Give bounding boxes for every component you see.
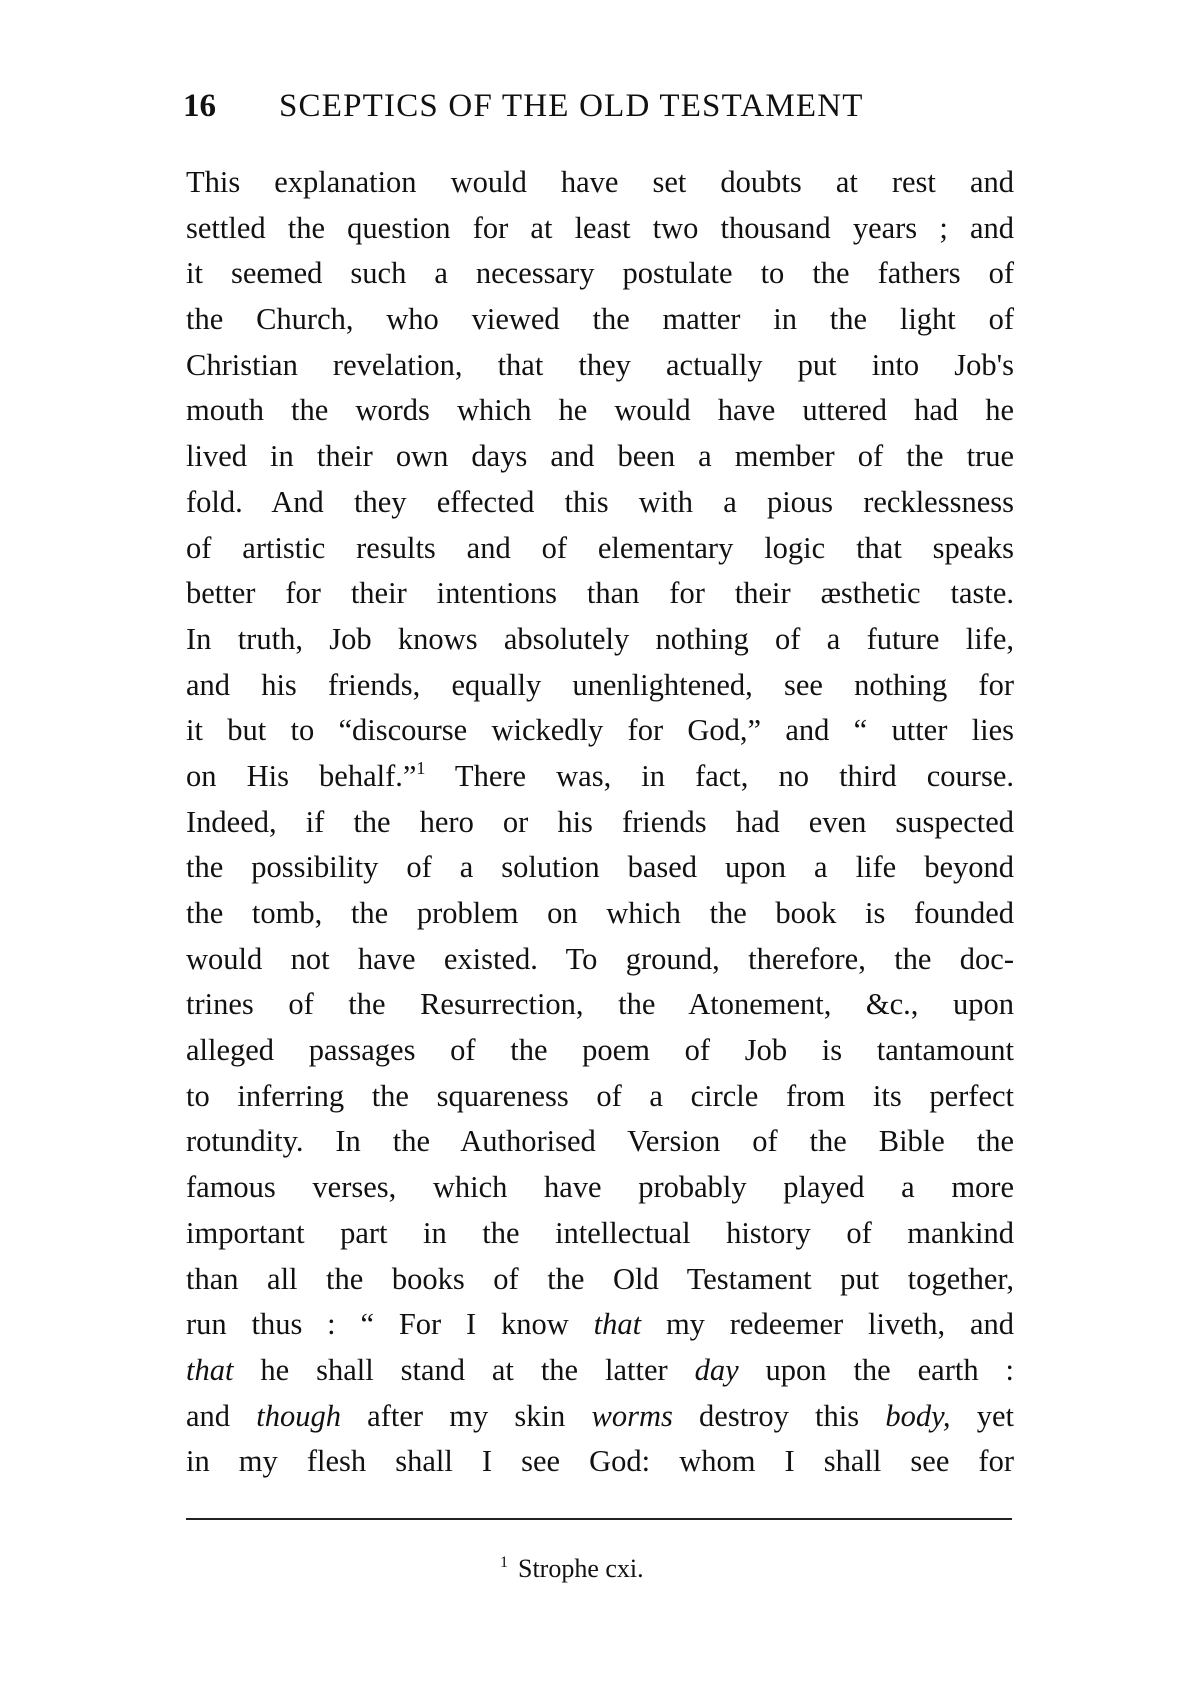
text-line: Indeed, if the hero or his friends had even suspected: [186, 804, 1014, 839]
text-line: settled the question for at least two thousand years ; and: [186, 210, 1014, 245]
text-line: lived in their own days and been a member of the true: [186, 439, 1014, 474]
italic-text: worms: [591, 1398, 673, 1433]
italic-text: that: [593, 1307, 642, 1342]
line-segment: after my skin: [340, 1398, 592, 1433]
footnote-divider: [186, 1518, 1012, 1520]
italic-text: that: [186, 1352, 234, 1387]
text-line: Christian revelation, that they actually put into Job's: [186, 347, 1014, 382]
text-line: to inferring the squareness of a circle from its perfect: [186, 1078, 1014, 1113]
text-line: This explanation would have set doubts at rest and: [186, 165, 1014, 199]
text-line: trines of the Resurrection, the Atonement, &c., upon: [186, 987, 1014, 1022]
text-line: important part in the intellectual history of mankind: [186, 1215, 1014, 1250]
page-header: [183, 86, 1003, 126]
line-text-before-ref: on His behalf.”: [186, 758, 417, 793]
text-line: it but to “discourse wickedly for God,” and “ utter lies: [186, 713, 1014, 748]
text-line-mixed: [186, 1394, 1014, 1440]
text-line-mixed: [186, 1348, 1014, 1394]
text-line: mouth the words which he would have uttered had he: [186, 393, 1014, 428]
line-segment: upon the earth :: [738, 1352, 1014, 1387]
line-text-after-ref: There was, in fact, no third course.: [425, 758, 1014, 793]
text-line: rotundity. In the Authorised Version of the Bible the: [186, 1124, 1014, 1159]
text-line: would not have existed. To ground, therefore, the doc-: [186, 941, 1014, 976]
footnote-text: Strophe cxi.: [518, 1554, 644, 1583]
running-title: SCEPTICS OF THE OLD TESTAMENT: [279, 88, 864, 124]
text-line-with-footnote-ref: [186, 754, 1014, 800]
italic-text: body,: [885, 1398, 951, 1433]
text-line: In truth, Job knows absolutely nothing of a future life,: [186, 621, 1014, 656]
page-number: 16: [183, 88, 216, 124]
line-segment: run thus : “ For I know: [186, 1307, 594, 1342]
footnote-marker: 1: [500, 1554, 508, 1571]
footnote: [500, 1553, 644, 1585]
text-line: of artistic results and of elementary logic that speaks: [186, 530, 1014, 565]
text-line: better for their intentions than for their æsthetic taste.: [186, 576, 1014, 611]
text-line: fold. And they effected this with a pious recklessness: [186, 484, 1014, 519]
line-segment: my redeemer liveth, and: [641, 1307, 1014, 1342]
text-line: it seemed such a necessary postulate to the fathers of: [186, 256, 1014, 291]
text-line-mixed: [186, 1302, 1014, 1348]
text-line: famous verses, which have probably played a more: [186, 1170, 1014, 1205]
text-line: and his friends, equally unenlightened, see nothing for: [186, 667, 1014, 702]
text-line: the possibility of a solution based upon a life beyond: [186, 850, 1014, 885]
italic-text: though: [256, 1398, 341, 1433]
line-segment: destroy this: [672, 1398, 886, 1433]
line-segment: and: [186, 1398, 257, 1433]
line-segment: he shall stand at the latter: [233, 1352, 695, 1387]
text-line: the tomb, the problem on which the book is founded: [186, 896, 1014, 930]
line-segment: yet: [950, 1398, 1015, 1433]
text-line: in my flesh shall I see God: whom I shall see for: [186, 1444, 1014, 1479]
text-line: the Church, who viewed the matter in the light of: [186, 302, 1014, 337]
text-line: than all the books of the Old Testament put together,: [186, 1261, 1014, 1296]
body-text: [186, 160, 1014, 1485]
italic-text: day: [694, 1352, 739, 1387]
footnote-reference: 1: [416, 757, 426, 778]
text-line: alleged passages of the poem of Job is tantamount: [186, 1033, 1014, 1068]
